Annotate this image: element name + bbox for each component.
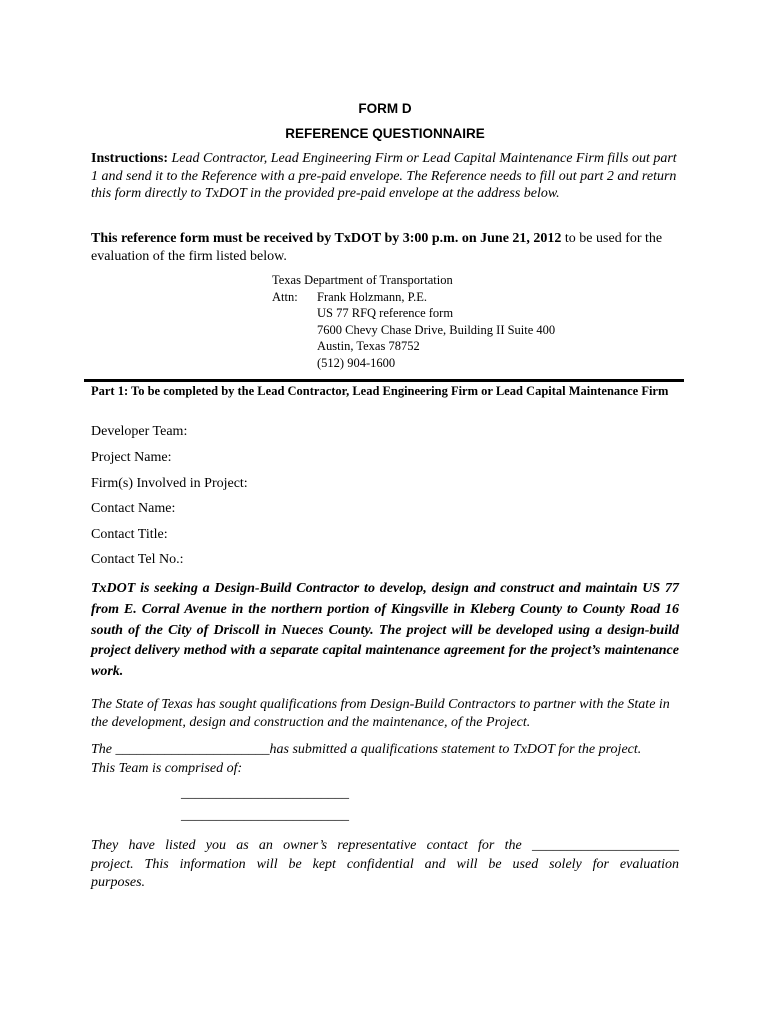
team-blank-1: ________________________ — [181, 786, 349, 801]
field-contact-title: Contact Title: — [91, 527, 168, 542]
address-phone: (512) 904-1600 — [317, 355, 396, 370]
address-name: Frank Holzmann, P.E. — [317, 289, 428, 304]
team-line1: The ______________________has submitted a qualifications statement to TxDOT for the project. — [91, 742, 642, 757]
address-line1: US 77 RFQ reference form — [317, 306, 454, 320]
field-developer-team: Developer Team: — [91, 424, 188, 439]
deadline-notice — [91, 230, 679, 265]
field-project-name: Project Name: — [91, 450, 172, 465]
deadline-rest: to be used for the evaluation of the firm listed below. — [91, 231, 663, 264]
state-paragraph: The State of Texas has sought qualifications from Design-Build Contractors to partner with the State in the development, design and construction and the maintenance, of the Project. — [91, 697, 670, 730]
address-attn-label: Attn: — [272, 289, 298, 304]
instructions — [91, 150, 679, 203]
project-statement: TxDOT is seeking a Design-Build Contractor to develop, design and construct and maintain US 77 from E. Corral Avenue in the northern portion of Kingsville in Kleberg County to County Road 16 south of the City of Driscoll in Nueces County. The project will be developed using a design-build project delivery method with a separate capital maintenance agreement for the project’s maintenance work. — [91, 581, 679, 680]
instructions-label: Instructions: — [91, 151, 169, 166]
form-subtitle: REFERENCE QUESTIONNAIRE — [285, 126, 485, 141]
field-firms-involved: Firm(s) Involved in Project: — [91, 476, 248, 491]
part1-heading: Part 1: To be completed by the Lead Contractor, Lead Engineering Firm or Lead Capital Maintenance Firm — [91, 384, 669, 398]
instructions-text: Lead Contractor, Lead Engineering Firm or Lead Capital Maintenance Firm fills out part 1 and send it to the Reference with a pre-paid envelope. The Reference needs to fill out part 2 and return this form directly to TxDOT in the provided pre-paid envelope at the address below. — [91, 151, 677, 201]
address-org: Texas Department of Transportation — [272, 273, 453, 287]
address-line3: Austin, Texas 78752 — [317, 339, 420, 353]
deadline-bold: This reference form must be received by TxDOT by 3:00 p.m. on June 21, 2012 — [91, 231, 562, 246]
address-line2: 7600 Chevy Chase Drive, Building II Suite 400 — [317, 322, 556, 337]
contact-line2: project. This information will be kept confidential and will be used solely for evaluation — [91, 856, 679, 872]
field-contact-tel: Contact Tel No.: — [91, 552, 184, 567]
form-title: FORM D — [358, 101, 412, 116]
contact-line3: purposes. — [91, 875, 146, 890]
team-paragraph — [91, 740, 679, 778]
field-contact-name: Contact Name: — [91, 501, 176, 516]
team-line2: This Team is comprised of: — [91, 761, 243, 776]
mailing-address — [272, 272, 555, 371]
section-divider — [84, 379, 684, 382]
contact-line1: They have listed you as an owner’s representative contact for the _____________________ — [91, 838, 679, 853]
team-blank-2: ________________________ — [181, 808, 349, 823]
contact-paragraph — [91, 837, 679, 893]
